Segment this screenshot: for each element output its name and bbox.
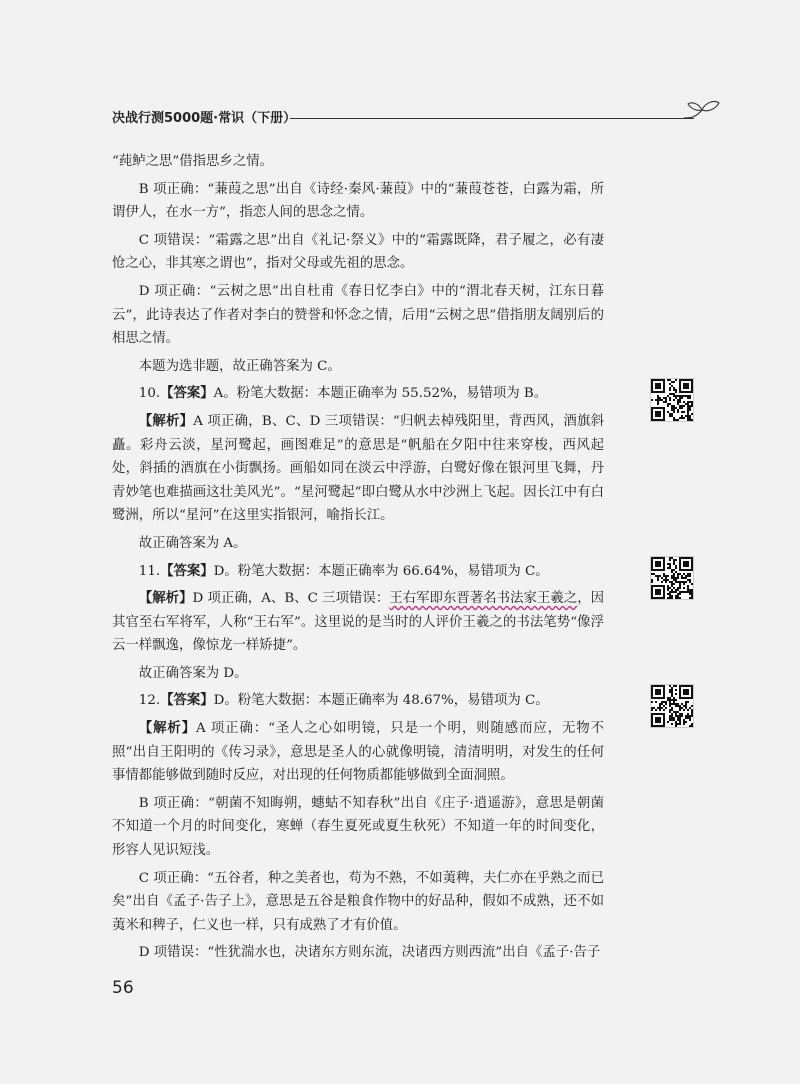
- question-number: 12.: [138, 693, 161, 709]
- paragraph: “莼鲈之思”借指思乡之情。: [112, 154, 273, 169]
- book-title: 决战行测5000题·常识（下册）: [112, 111, 297, 126]
- highlighted-text: 王右军即东晋著名书法家王羲之: [389, 591, 578, 607]
- answer-line-q10: [112, 382, 604, 406]
- question-number: 10.: [138, 386, 161, 402]
- answer-text: A。粉笔大数据：本题正确率为 55.52%，易错项为 B。: [213, 386, 548, 402]
- page-number: 56: [112, 978, 134, 998]
- conclusion-q10: 故正确答案为 A。: [138, 535, 247, 551]
- analysis-label: 【解析】: [138, 413, 194, 429]
- paragraph: 本题为选非题，故正确答案为 C。: [138, 358, 341, 374]
- answer-label: 【答案】: [160, 563, 214, 579]
- paragraph: B 项正确：“朝菌不知晦朔，蟪蛄不知春秋”出自《庄子·逍遥游》，意思是朝菌不知道一个月的时间变化，寒蝉（春生夏死或夏生秋死）不知道一年的时间变化，形容人见识短浅。: [112, 795, 604, 859]
- paragraph: D 项错误：“性犹湍水也，决诸东方则东流，决诸西方则西流”出自《孟子·告子: [138, 945, 601, 961]
- analysis-text: A 项正确：“圣人之心如明镜，只是一个明，则随感而应，无物不照”出自王阳明的《传习录》，意思是圣人的心就像明镜，清清明明，对发生的任何事情都能够做到随时反应，对出现的任何物质都能够做到全面洞照。: [112, 721, 604, 784]
- analysis-q10: [112, 410, 604, 528]
- qr-code-icon[interactable]: [650, 556, 694, 600]
- qr-code-icon[interactable]: [650, 684, 694, 728]
- paragraph: C 项错误：“霜露之思”出自《礼记·祭义》中的“霜露既降，君子履之，必有凄怆之心，非其寒之谓也”，指对父母或先祖的思念。: [112, 232, 604, 272]
- answer-line-q11: [112, 560, 604, 584]
- running-header: [112, 104, 722, 128]
- analysis-label: 【解析】: [138, 591, 193, 607]
- answer-label: 【答案】: [160, 693, 214, 709]
- analysis-label: 【解析】: [138, 721, 197, 737]
- analysis-q11: [112, 587, 604, 658]
- qr-code-icon[interactable]: [650, 378, 694, 422]
- sprout-icon: [682, 98, 722, 124]
- paragraph: C 项正确：“五谷者，种之美者也，苟为不熟，不如荑稗，夫仁亦在乎熟之而已矣”出自《孟子·告子上》，意思是五谷是粮食作物中的好品种，假如不成熟，还不如荑米和稗子，仁义也一样，只有成熟了才有价值。: [112, 870, 604, 933]
- analysis-text: D 项正确，A、B、C 三项错误：: [192, 591, 390, 607]
- header-rule: [290, 118, 694, 119]
- paragraph: D 项正确：“云树之思”出自杜甫《春日忆李白》中的“渭北春天树，江东日暮云”，此诗表达了作者对李白的赞誉和怀念之情，后用“云树之思”借指朋友阔别后的相思之情。: [112, 283, 604, 347]
- answer-text: D。粉笔大数据：本题正确率为 66.64%，易错项为 C。: [213, 563, 549, 579]
- paragraph: B 项正确：“蒹葭之思”出自《诗经·秦风·蒹葭》中的“蒹葭苍苍，白露为霜，所谓伊人，在水一方”，指恋人间的思念之情。: [112, 181, 604, 221]
- page-body: [112, 150, 604, 965]
- analysis-text: A 项正确，B、C、D 三项错误：“归帆去棹残阳里，背西风，酒旗斜矗。彩舟云淡，星河鹭起，画图难足”的意思是“帆船在夕阳中往来穿梭，西风起处，斜插的酒旗在小街飘扬。画船如同在淡云中浮游，白鹭好像在银河里飞舞，丹青妙笔也难描画这壮美风光”。“星河鹭起”即白鹭从水中沙洲上飞起。因长江中有白鹭洲，所以“星河”在这里实指银河，喻指长江。: [112, 413, 604, 524]
- conclusion-q11: 故正确答案为 D。: [138, 665, 248, 681]
- question-number: 11.: [138, 563, 161, 579]
- analysis-text: ，因其官至右军将军，人称“王右军”。这里说的是当时的人评价王羲之的书法笔势“像浮云一样飘逸，像惊龙一样矫捷”。: [112, 591, 605, 654]
- answer-label: 【答案】: [160, 386, 214, 402]
- answer-text: D。粉笔大数据：本题正确率为 48.67%，易错项为 C。: [213, 693, 549, 709]
- analysis-q12: [112, 717, 604, 788]
- answer-line-q12: [112, 689, 604, 713]
